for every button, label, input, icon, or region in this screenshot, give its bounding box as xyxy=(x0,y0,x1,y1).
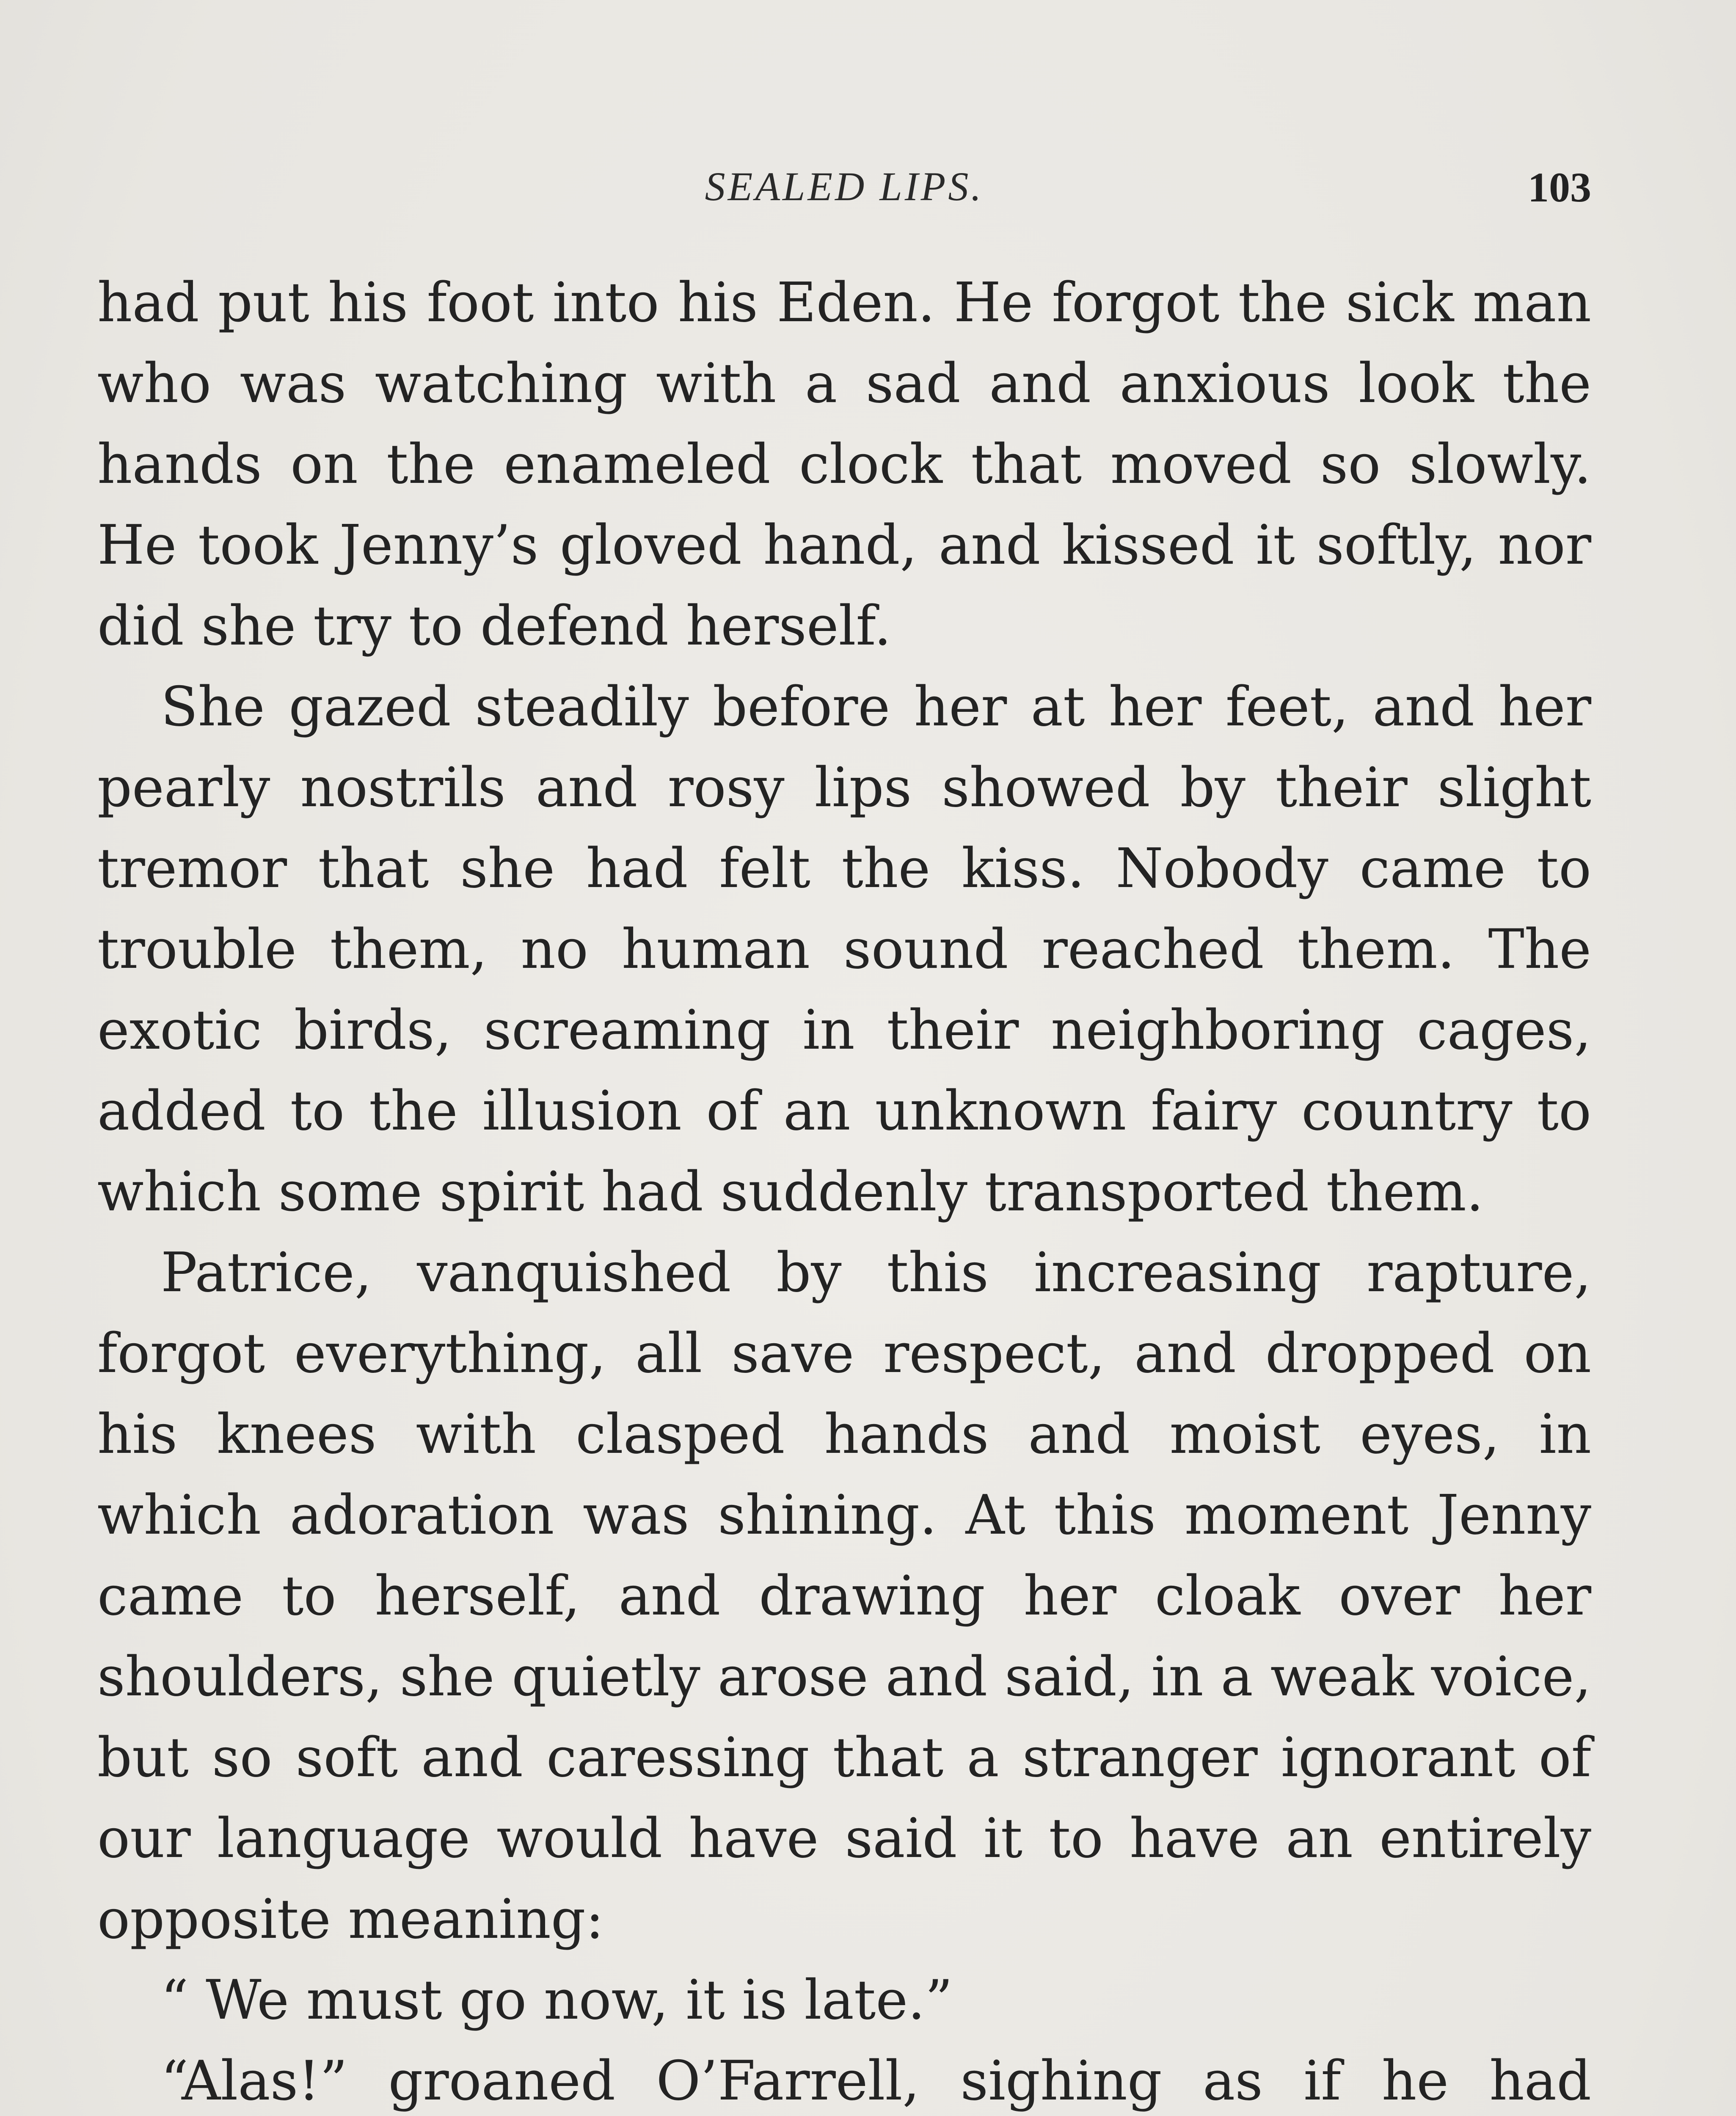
running-head xyxy=(97,163,1591,214)
paragraph: had put his foot into his Eden. He forgot the sick man who was watching with a sad and anxious look the hands on the enameled clock that moved so slowly. He took Jenny’s gloved hand, and kissed it softly, nor did she try to defend herself. xyxy=(97,271,1591,658)
paragraph: Patrice, vanquished by this increasing rapture, forgot everything, all save respect, and dropped on his knees with clasped hands and moist eyes, in which adoration was shining. At this moment Jenny came to herself, and drawing her cloak over her shoulders, she quietly arose and said, in a weak voice, but so soft and caressing that a stranger ignorant of our language would have said it to have an entirely opposite meaning: xyxy=(97,1241,1591,1951)
page-number: 103 xyxy=(1528,164,1591,211)
paragraph: She gazed steadily before her at her feet, and her pearly nostrils and rosy lips showed by their slight tremor that she had felt the kiss. Nobody came to trouble them, no human sound reached them. The exotic birds, screaming in their neighboring cages, added to the illusion of an unknown fairy country to which some spirit had suddenly transported them. xyxy=(97,675,1591,1223)
body-text xyxy=(97,262,1591,2116)
running-title: SEALED LIPS. xyxy=(705,164,984,209)
paragraph: “ We must go now, it is late.” xyxy=(161,1969,953,2032)
paragraph: “Alas!” groaned O’Farrell, sighing as if he had xyxy=(161,2050,1591,2113)
